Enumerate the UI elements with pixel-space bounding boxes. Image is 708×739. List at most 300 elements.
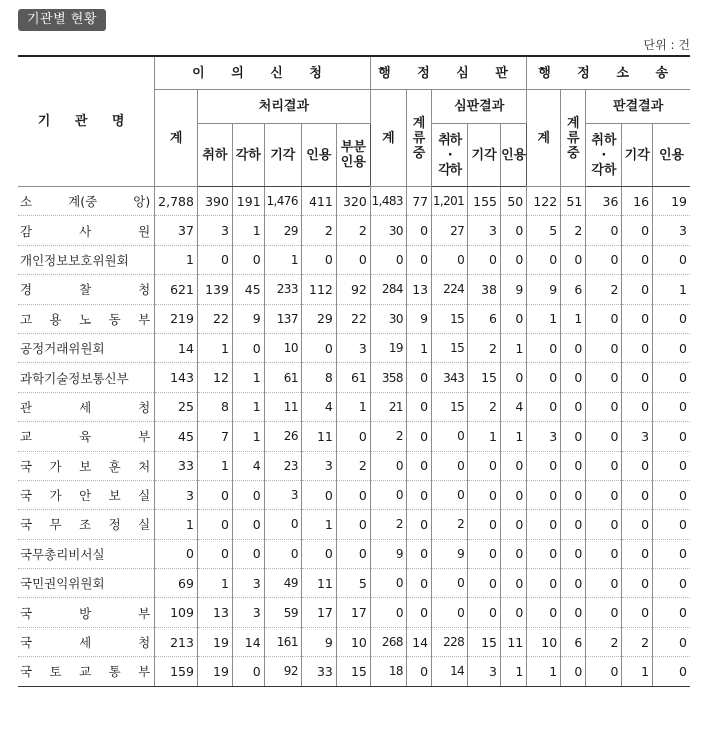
value-cell: 0 <box>586 657 622 686</box>
value-cell: 0 <box>406 657 431 686</box>
agency-name-cell: 소 계(중 앙) <box>18 187 155 216</box>
value-cell: 0 <box>527 480 561 509</box>
value-cell: 1,476 <box>264 187 301 216</box>
value-cell: 1 <box>155 245 198 274</box>
value-cell: 33 <box>301 657 336 686</box>
pending-line-2: 류 <box>566 130 580 146</box>
value-cell: 1 <box>501 422 527 451</box>
agency-name-cell: 경 찰 청 <box>18 275 155 304</box>
value-cell: 0 <box>468 539 501 568</box>
value-cell: 2 <box>468 333 501 362</box>
value-cell: 2 <box>336 216 370 245</box>
value-cell: 29 <box>301 304 336 333</box>
value-cell: 0 <box>622 598 653 627</box>
value-cell: 1 <box>264 245 301 274</box>
value-cell: 0 <box>586 480 622 509</box>
value-cell: 0 <box>653 627 690 656</box>
value-cell: 9 <box>527 275 561 304</box>
value-cell: 6 <box>468 304 501 333</box>
value-cell: 3 <box>232 569 264 598</box>
value-cell: 0 <box>336 510 370 539</box>
header-lawsuit-total: 계 <box>527 90 561 187</box>
value-cell: 59 <box>264 598 301 627</box>
value-cell: 0 <box>561 422 586 451</box>
value-cell: 0 <box>653 245 690 274</box>
header-process-result: 처리결과 <box>197 90 370 124</box>
table-row <box>18 657 690 686</box>
header-obj-partial-accept <box>336 124 370 187</box>
agency-name-cell: 감 사 원 <box>18 216 155 245</box>
value-cell: 21 <box>370 392 406 421</box>
value-cell: 0 <box>432 480 468 509</box>
table-row <box>18 216 690 245</box>
value-cell: 9 <box>501 275 527 304</box>
value-cell: 1 <box>527 304 561 333</box>
value-cell: 0 <box>653 480 690 509</box>
value-cell: 1 <box>406 333 431 362</box>
value-cell: 2 <box>622 627 653 656</box>
value-cell: 0 <box>406 363 431 392</box>
value-cell: 0 <box>586 392 622 421</box>
value-cell: 0 <box>406 216 431 245</box>
header-trial-pending <box>406 90 431 187</box>
value-cell: 4 <box>501 392 527 421</box>
value-cell: 233 <box>264 275 301 304</box>
value-cell: 0 <box>586 216 622 245</box>
value-cell: 19 <box>197 657 232 686</box>
value-cell: 0 <box>527 245 561 274</box>
value-cell: 0 <box>232 539 264 568</box>
value-cell: 3 <box>301 451 336 480</box>
header-trial-accept: 인용 <box>501 124 527 187</box>
value-cell: 0 <box>370 451 406 480</box>
value-cell: 0 <box>561 510 586 539</box>
pending-line-1: 계 <box>566 115 580 131</box>
value-cell: 77 <box>406 187 431 216</box>
value-cell: 0 <box>586 569 622 598</box>
table-row <box>18 392 690 421</box>
table-row <box>18 510 690 539</box>
value-cell: 3 <box>653 216 690 245</box>
value-cell: 22 <box>336 304 370 333</box>
value-cell: 1 <box>561 304 586 333</box>
value-cell: 621 <box>155 275 198 304</box>
value-cell: 213 <box>155 627 198 656</box>
value-cell: 2 <box>468 392 501 421</box>
value-cell: 0 <box>336 245 370 274</box>
value-cell: 9 <box>370 539 406 568</box>
value-cell: 11 <box>264 392 301 421</box>
value-cell: 17 <box>336 598 370 627</box>
value-cell: 0 <box>232 245 264 274</box>
value-cell: 0 <box>432 422 468 451</box>
table-row <box>18 304 690 333</box>
header-admin-lawsuit: 행 정 소 송 <box>527 56 690 90</box>
value-cell: 0 <box>468 569 501 598</box>
value-cell: 1 <box>653 275 690 304</box>
partial-line-2: 인용 <box>340 155 366 170</box>
value-cell: 0 <box>501 480 527 509</box>
value-cell: 0 <box>406 539 431 568</box>
value-cell: 11 <box>301 569 336 598</box>
value-cell: 5 <box>527 216 561 245</box>
value-cell: 1 <box>527 657 561 686</box>
value-cell: 0 <box>370 480 406 509</box>
value-cell: 23 <box>264 451 301 480</box>
value-cell: 16 <box>622 187 653 216</box>
agency-name-cell: 과학기술정보통신부 <box>18 363 155 392</box>
value-cell: 61 <box>264 363 301 392</box>
value-cell: 0 <box>336 422 370 451</box>
table-body <box>18 187 690 687</box>
value-cell: 0 <box>264 510 301 539</box>
value-cell: 0 <box>622 569 653 598</box>
value-cell: 30 <box>370 304 406 333</box>
value-cell: 0 <box>586 422 622 451</box>
agency-name-cell: 국 방 부 <box>18 598 155 627</box>
value-cell: 9 <box>432 539 468 568</box>
value-cell: 0 <box>527 510 561 539</box>
value-cell: 11 <box>301 422 336 451</box>
value-cell: 0 <box>622 216 653 245</box>
value-cell: 139 <box>197 275 232 304</box>
agency-name-cell: 관 세 청 <box>18 392 155 421</box>
value-cell: 0 <box>527 392 561 421</box>
value-cell: 0 <box>432 451 468 480</box>
value-cell: 2 <box>370 422 406 451</box>
value-cell: 1,483 <box>370 187 406 216</box>
value-cell: 0 <box>527 598 561 627</box>
value-cell: 358 <box>370 363 406 392</box>
value-cell: 0 <box>232 333 264 362</box>
value-cell: 3 <box>336 333 370 362</box>
value-cell: 343 <box>432 363 468 392</box>
value-cell: 3 <box>232 598 264 627</box>
value-cell: 2 <box>586 275 622 304</box>
value-cell: 0 <box>586 539 622 568</box>
header-agency: 기 관 명 <box>18 56 155 187</box>
value-cell: 0 <box>468 480 501 509</box>
value-cell: 8 <box>197 392 232 421</box>
agency-name-cell: 국 세 청 <box>18 627 155 656</box>
pending-line-1: 계 <box>412 115 426 131</box>
value-cell: 51 <box>561 187 586 216</box>
value-cell: 0 <box>561 451 586 480</box>
agency-name-cell: 국 토 교 통 부 <box>18 657 155 686</box>
value-cell: 0 <box>527 569 561 598</box>
value-cell: 0 <box>653 422 690 451</box>
value-cell: 61 <box>336 363 370 392</box>
value-cell: 0 <box>406 422 431 451</box>
value-cell: 5 <box>336 569 370 598</box>
value-cell: 0 <box>197 480 232 509</box>
value-cell: 0 <box>561 569 586 598</box>
value-cell: 0 <box>501 245 527 274</box>
value-cell: 0 <box>653 304 690 333</box>
value-cell: 3 <box>468 657 501 686</box>
value-cell: 2 <box>561 216 586 245</box>
value-cell: 3 <box>468 216 501 245</box>
wd-line-dot: · <box>601 147 607 163</box>
value-cell: 0 <box>501 510 527 539</box>
wd-line-1: 취하 <box>438 132 461 148</box>
value-cell: 219 <box>155 304 198 333</box>
value-cell: 15 <box>432 333 468 362</box>
value-cell: 0 <box>653 451 690 480</box>
value-cell: 10 <box>336 627 370 656</box>
value-cell: 92 <box>336 275 370 304</box>
unit-label: 단위 : 건 <box>643 38 690 52</box>
value-cell: 0 <box>561 539 586 568</box>
value-cell: 37 <box>155 216 198 245</box>
value-cell: 159 <box>155 657 198 686</box>
table-row <box>18 451 690 480</box>
agency-name-cell: 공정거래위원회 <box>18 333 155 362</box>
value-cell: 0 <box>622 451 653 480</box>
value-cell: 7 <box>197 422 232 451</box>
value-cell: 2,788 <box>155 187 198 216</box>
value-cell: 0 <box>232 657 264 686</box>
value-cell: 0 <box>653 539 690 568</box>
value-cell: 155 <box>468 187 501 216</box>
value-cell: 2 <box>432 510 468 539</box>
value-cell: 143 <box>155 363 198 392</box>
value-cell: 0 <box>501 451 527 480</box>
header-lawsuit-reject: 기각 <box>622 124 653 187</box>
value-cell: 2 <box>586 627 622 656</box>
value-cell: 25 <box>155 392 198 421</box>
value-cell: 284 <box>370 275 406 304</box>
header-lawsuit-pending <box>561 90 586 187</box>
value-cell: 6 <box>561 627 586 656</box>
value-cell: 320 <box>336 187 370 216</box>
value-cell: 3 <box>622 422 653 451</box>
value-cell: 0 <box>468 598 501 627</box>
value-cell: 15 <box>468 363 501 392</box>
value-cell: 191 <box>232 187 264 216</box>
header-trial-withdraw-dismiss <box>432 124 468 187</box>
header-admin-trial: 행 정 심 판 <box>370 56 526 90</box>
value-cell: 0 <box>561 598 586 627</box>
value-cell: 0 <box>406 451 431 480</box>
value-cell: 13 <box>406 275 431 304</box>
value-cell: 0 <box>527 333 561 362</box>
value-cell: 3 <box>197 216 232 245</box>
value-cell: 0 <box>232 510 264 539</box>
value-cell: 0 <box>653 598 690 627</box>
value-cell: 0 <box>653 392 690 421</box>
value-cell: 3 <box>264 480 301 509</box>
value-cell: 0 <box>622 275 653 304</box>
wd-line-2: 각하 <box>438 162 461 178</box>
table-row <box>18 245 690 274</box>
value-cell: 0 <box>586 510 622 539</box>
value-cell: 45 <box>232 275 264 304</box>
partial-line-1: 부분 <box>340 140 366 155</box>
value-cell: 109 <box>155 598 198 627</box>
header-trial-total: 계 <box>370 90 406 187</box>
value-cell: 0 <box>336 480 370 509</box>
value-cell: 0 <box>406 569 431 598</box>
value-cell: 9 <box>232 304 264 333</box>
value-cell: 0 <box>586 598 622 627</box>
value-cell: 2 <box>301 216 336 245</box>
value-cell: 14 <box>232 627 264 656</box>
value-cell: 0 <box>155 539 198 568</box>
pending-line-3: 중 <box>412 145 426 161</box>
table-row <box>18 363 690 392</box>
header-objection: 이 의 신 청 <box>155 56 371 90</box>
table-row <box>18 598 690 627</box>
value-cell: 8 <box>301 363 336 392</box>
header-judgment-result: 판결결과 <box>586 90 690 124</box>
header-objection-total: 계 <box>155 90 198 187</box>
value-cell: 10 <box>527 627 561 656</box>
value-cell: 0 <box>501 304 527 333</box>
value-cell: 0 <box>501 363 527 392</box>
value-cell: 1 <box>336 392 370 421</box>
value-cell: 4 <box>232 451 264 480</box>
value-cell: 36 <box>586 187 622 216</box>
agency-name-cell: 개인정보보호위원회 <box>18 245 155 274</box>
header-lawsuit-withdraw-dismiss <box>586 124 622 187</box>
table-row <box>18 422 690 451</box>
value-cell: 0 <box>336 539 370 568</box>
value-cell: 0 <box>501 598 527 627</box>
value-cell: 1 <box>501 333 527 362</box>
value-cell: 15 <box>468 627 501 656</box>
value-cell: 0 <box>653 510 690 539</box>
value-cell: 0 <box>586 245 622 274</box>
header-trial-reject: 기각 <box>468 124 501 187</box>
value-cell: 0 <box>586 304 622 333</box>
value-cell: 0 <box>653 333 690 362</box>
value-cell: 1 <box>197 333 232 362</box>
value-cell: 50 <box>501 187 527 216</box>
value-cell: 411 <box>301 187 336 216</box>
header-lawsuit-accept: 인용 <box>653 124 690 187</box>
agency-name-cell: 국무총리비서실 <box>18 539 155 568</box>
value-cell: 6 <box>561 275 586 304</box>
value-cell: 19 <box>653 187 690 216</box>
value-cell: 49 <box>264 569 301 598</box>
value-cell: 0 <box>468 451 501 480</box>
value-cell: 0 <box>232 480 264 509</box>
value-cell: 0 <box>468 245 501 274</box>
header-obj-withdraw: 취하 <box>197 124 232 187</box>
value-cell: 19 <box>197 627 232 656</box>
value-cell: 0 <box>501 539 527 568</box>
value-cell: 0 <box>301 480 336 509</box>
agency-name-cell: 교 육 부 <box>18 422 155 451</box>
value-cell: 1 <box>232 216 264 245</box>
value-cell: 10 <box>264 333 301 362</box>
value-cell: 27 <box>432 216 468 245</box>
value-cell: 12 <box>197 363 232 392</box>
header-obj-dismiss: 각하 <box>232 124 264 187</box>
value-cell: 0 <box>561 392 586 421</box>
value-cell: 0 <box>622 363 653 392</box>
value-cell: 0 <box>561 657 586 686</box>
value-cell: 224 <box>432 275 468 304</box>
value-cell: 26 <box>264 422 301 451</box>
value-cell: 33 <box>155 451 198 480</box>
value-cell: 1 <box>232 392 264 421</box>
value-cell: 0 <box>264 539 301 568</box>
value-cell: 0 <box>370 569 406 598</box>
value-cell: 2 <box>370 510 406 539</box>
value-cell: 1 <box>155 510 198 539</box>
agency-name-cell: 고 용 노 동 부 <box>18 304 155 333</box>
value-cell: 0 <box>406 598 431 627</box>
table-row <box>18 480 690 509</box>
value-cell: 30 <box>370 216 406 245</box>
value-cell: 14 <box>406 627 431 656</box>
value-cell: 0 <box>301 333 336 362</box>
value-cell: 390 <box>197 187 232 216</box>
value-cell: 1 <box>501 657 527 686</box>
value-cell: 15 <box>432 392 468 421</box>
table-row <box>18 187 690 216</box>
value-cell: 29 <box>264 216 301 245</box>
value-cell: 1 <box>232 363 264 392</box>
value-cell: 0 <box>622 245 653 274</box>
value-cell: 0 <box>197 539 232 568</box>
value-cell: 112 <box>301 275 336 304</box>
value-cell: 0 <box>432 569 468 598</box>
value-cell: 0 <box>586 451 622 480</box>
section-title-badge: 기관별 현황 <box>18 9 106 31</box>
value-cell: 0 <box>653 569 690 598</box>
value-cell: 3 <box>527 422 561 451</box>
value-cell: 1 <box>622 657 653 686</box>
agency-name-cell: 국 가 보 훈 처 <box>18 451 155 480</box>
value-cell: 0 <box>406 245 431 274</box>
value-cell: 2 <box>336 451 370 480</box>
table-row <box>18 627 690 656</box>
value-cell: 0 <box>432 598 468 627</box>
value-cell: 0 <box>561 245 586 274</box>
value-cell: 9 <box>301 627 336 656</box>
agency-name-cell: 국민권익위원회 <box>18 569 155 598</box>
value-cell: 3 <box>155 480 198 509</box>
value-cell: 0 <box>653 363 690 392</box>
table-row <box>18 275 690 304</box>
value-cell: 11 <box>501 627 527 656</box>
value-cell: 268 <box>370 627 406 656</box>
value-cell: 0 <box>622 392 653 421</box>
value-cell: 1 <box>301 510 336 539</box>
pending-line-3: 중 <box>566 145 580 161</box>
value-cell: 0 <box>527 539 561 568</box>
value-cell: 161 <box>264 627 301 656</box>
value-cell: 0 <box>301 245 336 274</box>
value-cell: 0 <box>561 363 586 392</box>
value-cell: 22 <box>197 304 232 333</box>
value-cell: 0 <box>406 510 431 539</box>
value-cell: 17 <box>301 598 336 627</box>
value-cell: 0 <box>561 480 586 509</box>
header-trial-result: 심판결과 <box>432 90 527 124</box>
value-cell: 0 <box>622 510 653 539</box>
value-cell: 15 <box>432 304 468 333</box>
value-cell: 122 <box>527 187 561 216</box>
value-cell: 14 <box>155 333 198 362</box>
value-cell: 19 <box>370 333 406 362</box>
value-cell: 0 <box>501 569 527 598</box>
value-cell: 0 <box>527 451 561 480</box>
value-cell: 0 <box>653 657 690 686</box>
